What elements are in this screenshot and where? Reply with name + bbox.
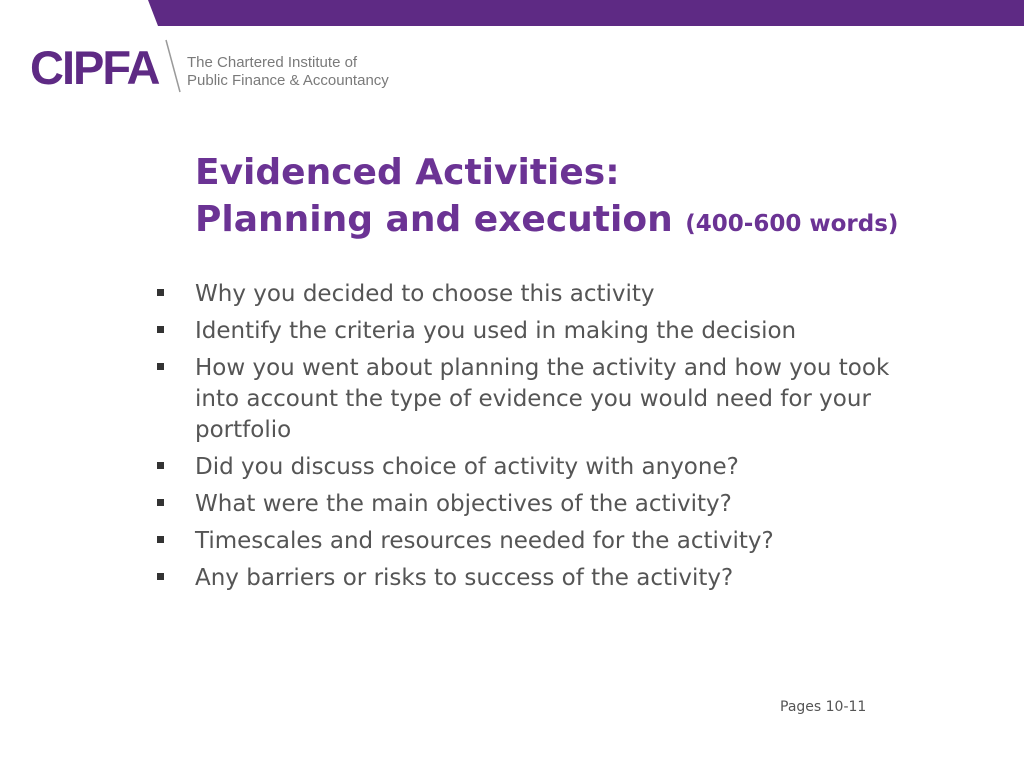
bullet-item bbox=[155, 353, 915, 446]
logo-tagline-line2: Public Finance & Accountancy bbox=[187, 72, 389, 89]
logo-tagline bbox=[187, 54, 389, 90]
square-bullet-icon bbox=[157, 536, 164, 543]
square-bullet-icon bbox=[157, 289, 164, 296]
word-count-note: (400-600 words) bbox=[685, 211, 899, 237]
bullet-item bbox=[155, 452, 915, 483]
square-bullet-icon bbox=[157, 326, 164, 333]
slide-title bbox=[195, 150, 955, 248]
bullet-text: Identify the criteria you used in making the decision bbox=[195, 318, 797, 344]
bullet-text: Why you decided to choose this activity bbox=[195, 281, 655, 307]
slide-subheading bbox=[195, 196, 955, 248]
bullet-item bbox=[155, 316, 915, 347]
bullet-text: Timescales and resources needed for the activity? bbox=[195, 528, 774, 554]
logo-divider-slash bbox=[158, 38, 188, 94]
top-band-shape bbox=[148, 0, 1024, 26]
bullet-item bbox=[155, 563, 915, 594]
bullet-item bbox=[155, 526, 915, 557]
bullet-list bbox=[155, 279, 915, 600]
bullet-text: Did you discuss choice of activity with anyone? bbox=[195, 454, 739, 480]
square-bullet-icon bbox=[157, 363, 164, 370]
logo-tagline-line1: The Chartered Institute of bbox=[187, 54, 358, 71]
square-bullet-icon bbox=[157, 573, 164, 580]
bullet-item bbox=[155, 279, 915, 310]
square-bullet-icon bbox=[157, 462, 164, 469]
bullet-text: How you went about planning the activity and how you took into account the type of evidence you would need for your portfolio bbox=[195, 355, 890, 443]
cipfa-logo bbox=[30, 38, 430, 98]
page-reference: Pages 10-11 bbox=[780, 699, 867, 715]
top-brand-band bbox=[0, 0, 1024, 26]
bullet-item bbox=[155, 489, 915, 520]
logo-wordmark: CIPFA bbox=[30, 41, 159, 94]
square-bullet-icon bbox=[157, 499, 164, 506]
slide-heading: Evidenced Activities: bbox=[195, 152, 620, 193]
bullet-text: Any barriers or risks to success of the activity? bbox=[195, 565, 734, 591]
bullet-text: What were the main objectives of the activity? bbox=[195, 491, 732, 517]
subheading-text: Planning and execution bbox=[195, 199, 673, 240]
